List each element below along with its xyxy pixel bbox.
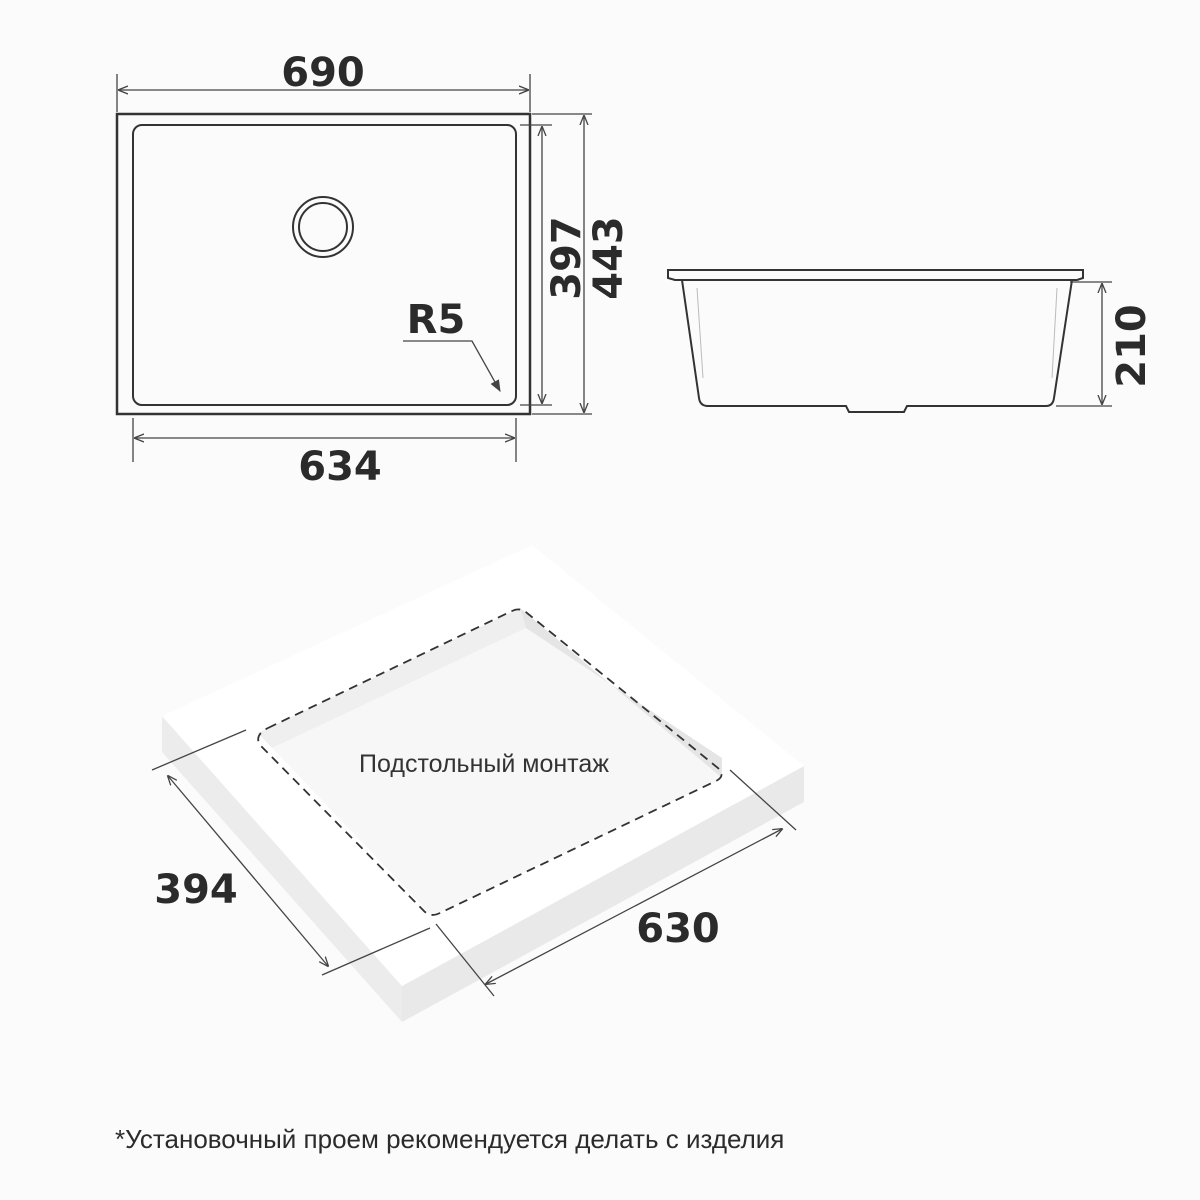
mount-type-label: Подстольный монтаж xyxy=(359,750,609,778)
corner-radius-label: R5 xyxy=(406,297,466,343)
overall-width-label: 690 xyxy=(281,50,365,96)
drain-outer-circle xyxy=(293,197,353,257)
bowl-width-label: 634 xyxy=(298,444,382,490)
sink-outer-outline xyxy=(117,114,530,414)
drain-inner-circle xyxy=(299,203,347,251)
dimension-690 xyxy=(117,50,530,112)
overall-depth-label: 443 xyxy=(586,216,632,300)
dimension-634 xyxy=(133,418,516,490)
sink-side-rim xyxy=(668,270,1083,280)
top-view xyxy=(117,50,632,490)
cutout-view xyxy=(152,545,804,1022)
side-view xyxy=(668,270,1155,412)
dimension-210 xyxy=(1056,282,1155,406)
sink-side-body xyxy=(682,280,1072,412)
height-label: 210 xyxy=(1109,304,1155,388)
corner-radius-callout xyxy=(403,297,500,391)
cutout-width-label: 630 xyxy=(636,906,720,952)
cutout-depth-label: 394 xyxy=(154,867,238,913)
bowl-depth-label: 397 xyxy=(544,216,590,300)
installation-footnote: *Установочный проем рекомендуется делать с изделия xyxy=(115,1124,785,1154)
sink-bowl-outline xyxy=(133,125,516,405)
